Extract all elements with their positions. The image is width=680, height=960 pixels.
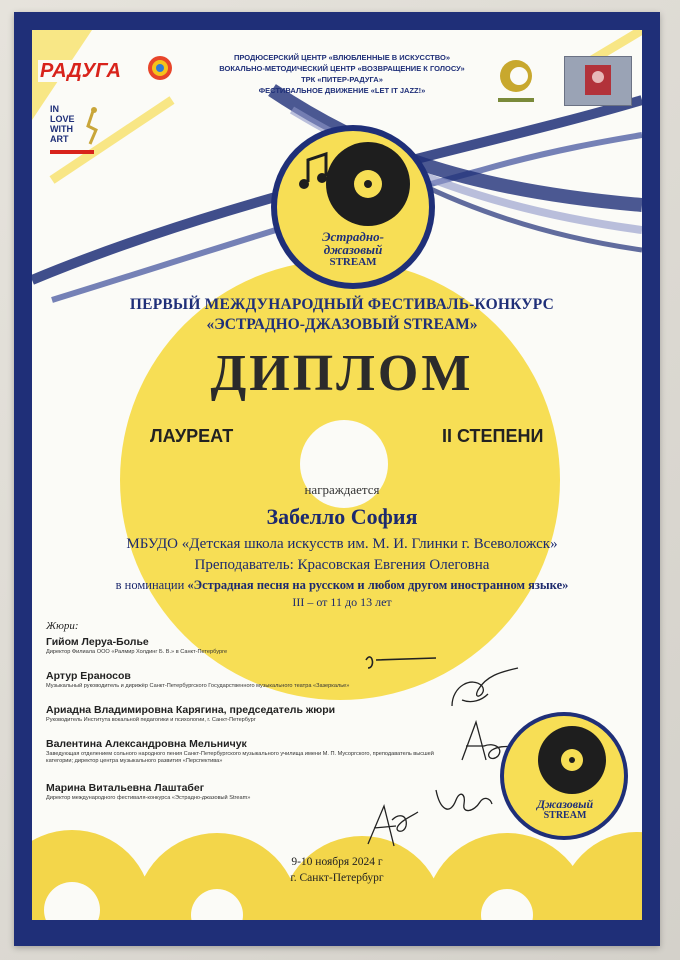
organizer-line: ФЕСТИВАЛЬНОЕ ДВИЖЕНИЕ «LET IT JAZZ!»: [258, 86, 426, 95]
event-date: 9-10 ноября 2024 г: [291, 856, 383, 868]
emblem-text: STREAM: [329, 256, 377, 268]
jury-label: Жюри:: [46, 620, 79, 632]
jury-member-role: Директор Филиала ООО «Ралмир Холдинг Б. В.» в Санкт-Петербурге: [46, 649, 228, 655]
nomination-name: «Эстрадная песня на русском и любом другом иностранном языке»: [187, 578, 569, 592]
raduga-logo-text: РАДУГА: [40, 60, 121, 82]
emblem-text: Эстрадно-: [322, 229, 384, 244]
recipient-name: Забелло София: [266, 504, 418, 529]
jury-member-name: Валентина Александровна Мельничук: [46, 738, 247, 750]
festival-title-line-1: ПЕРВЫЙ МЕЖДУНАРОДНЫЙ ФЕСТИВАЛЬ-КОНКУРС: [129, 296, 555, 313]
jury-member-role: Музыкальный руководитель и дирижёр Санкт-Петербургского Государственного музыкального театра «Зазеркалье»: [46, 683, 350, 689]
logo-line: WITH: [50, 124, 73, 134]
emblem-text: Джазовый: [536, 797, 594, 811]
school-name: МБУДО «Детская школа искусств им. М. И. Глинки г. Всеволожск»: [126, 536, 558, 552]
jury-member-role: Директор международного фестиваля-конкурса «Эстрадно-джазовый Stream»: [46, 795, 251, 801]
jury-member-name: Ариадна Владимировна Карягина, председатель жюри: [46, 704, 336, 716]
logo-line: ART: [50, 134, 69, 144]
diploma-heading: ДИПЛОМ: [210, 345, 474, 402]
emblem-text: джазовый: [323, 242, 383, 257]
festival-title-line-2: «ЭСТРАДНО-ДЖАЗОВЫЙ STREAM»: [206, 316, 478, 333]
emblem-text: STREAM: [543, 810, 587, 821]
diploma-frame: [14, 12, 660, 946]
logo-line: IN: [50, 104, 59, 114]
organizer-line: ТРК «ПИТЕР-РАДУГА»: [301, 75, 383, 84]
nomination-prefix: в номинации: [115, 578, 185, 592]
jury-member-role: Руководитель Института вокальной педагогики и психологии, г. Санкт-Петербург: [46, 717, 256, 723]
jury-member-name: Марина Витальевна Лаштабег: [46, 782, 205, 794]
degree-label: II СТЕПЕНИ: [442, 426, 544, 446]
diploma-sheet: [14, 12, 660, 946]
awarded-label: награждается: [304, 482, 380, 497]
teacher-name: Преподаватель: Красовская Евгения Олеговна: [194, 557, 490, 573]
organizer-line: ПРОДЮСЕРСКИЙ ЦЕНТР «ВЛЮБЛЕННЫЕ В ИСКУССТВО»: [234, 53, 450, 62]
jury-member-role: Заведующая отделением сольного народного пения Санкт-Петербургского музыкального училища имени М. П. Мусоргского, преподаватель высшей категории; директор центра музыкального развития «Перспектива»: [46, 751, 434, 764]
organizer-line: ВОКАЛЬНО-МЕТОДИЧЕСКИЙ ЦЕНТР «ВОЗВРАЩЕНИЕ К ГОЛОСУ»: [219, 64, 465, 73]
laureate-label: ЛАУРЕАТ: [150, 426, 234, 446]
jury-member-name: Артур Ераносов: [46, 670, 131, 682]
logo-line: LOVE: [50, 114, 75, 124]
jury-member-name: Гийом Леруа-Болье: [46, 636, 149, 648]
age-group: III – от 11 до 13 лет: [292, 595, 392, 609]
event-city: г. Санкт-Петербург: [290, 872, 384, 884]
